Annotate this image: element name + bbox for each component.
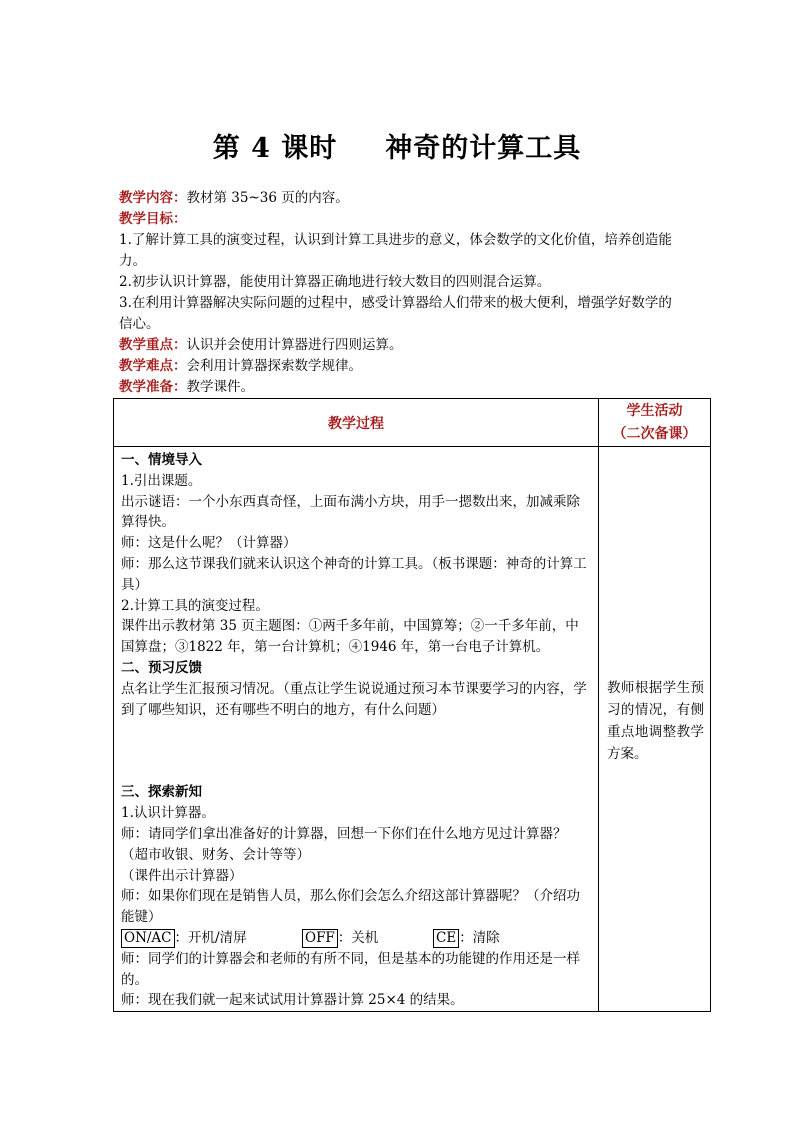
off-desc: ：关机 (337, 929, 379, 946)
off-key: OFF (302, 929, 338, 948)
key-text: 认识并会使用计算器进行四则运算。 (186, 337, 403, 353)
s1-line: 课件出示教材第 35 页主题图：①两千多年前，中国算筹；②一千多年前，中国算盘；③1822 年，第一台计算机；④1946 年，第一台电子计算机。 (121, 618, 579, 656)
s1-line: 师：这是什么呢？（计算器） (121, 535, 297, 552)
onac-key: ON/AC (121, 929, 175, 948)
s1-line: 1.引出课题。 (121, 472, 202, 489)
s3-line: 1.认识计算器。 (121, 805, 215, 822)
goals-label-line (119, 209, 679, 230)
key-label: 教学重点： (119, 337, 187, 353)
prep-line (119, 377, 679, 398)
content-text: 教材第 35~36 页的内容。 (186, 190, 349, 206)
header-student-line1: 学生活动 (626, 402, 683, 419)
s1-line: 出示谜语：一个小东西真奇怪，上面布满小方块，用手一摁数出来，加减乘除算得快。 (121, 493, 580, 531)
goal-3: 3.在利用计算器解决实际问题的过程中，感受计算器给人们带来的极大便利，增强学好数学的信心。 (119, 295, 672, 332)
key-point-line (119, 335, 679, 356)
s2-text: 点名让学生汇报预习情况。（重点让学生说说通过预习本节课要学习的内容，学到了哪些知识，还有哪些不明白的地方，有什么问题） (121, 680, 587, 718)
section-3-title: 三、探索新知 (121, 784, 202, 801)
s3-line: 师：请同学们拿出准备好的计算器，回想一下你们在什么地方见过计算器？（超市收银、财务、会计等等） (121, 825, 567, 863)
ce-key: CE (433, 929, 459, 948)
goal-1: 1.了解计算工具的演变过程，认识到计算工具进步的意义，体会数学的文化价值，培养创造能力。 (119, 232, 672, 269)
lesson-name: 神奇的计算工具 (385, 133, 582, 164)
student-activity-cell (599, 447, 711, 1012)
header-process: 教学过程 (114, 399, 599, 447)
content-label: 教学内容： (119, 190, 187, 206)
lesson-info (119, 188, 679, 398)
s3-line: （课件出示计算器） (121, 867, 243, 884)
ce-desc: ：清除 (459, 929, 500, 946)
goal-2: 2.初步认识计算器，能使用计算器正确地进行较大数目的四则混合运算。 (119, 274, 551, 290)
section-2-title: 二、预习反馈 (121, 659, 202, 676)
content-line (119, 188, 679, 209)
side-note: 教师根据学生预习的情况，有侧重点地调整教学方案。 (607, 680, 704, 762)
s1-line: 2.计算工具的演变过程。 (121, 597, 269, 614)
difficulty-line (119, 356, 679, 377)
difficulty-text: 会利用计算器探索数学规律。 (186, 358, 362, 374)
prep-text: 教学课件。 (186, 379, 254, 395)
s3-line: 师：如果你们现在是销售人员，那么你们会怎么介绍这部计算器呢？（介绍功能键） (121, 888, 580, 926)
prep-label: 教学准备： (119, 379, 187, 395)
onac-desc: ：开机/清屏 (174, 929, 247, 946)
key-item-off (302, 928, 433, 949)
key-item-ce (433, 928, 500, 949)
difficulty-label: 教学难点： (119, 358, 187, 374)
s3b-line: 师：同学们的计算器会和老师的有所不同，但是基本的功能键的作用还是一样的。 (121, 950, 580, 988)
s1-line: 师：那么这节课我们就来认识这个神奇的计算工具。（板书课题：神奇的计算工具） (121, 555, 587, 593)
lesson-title (0, 126, 794, 165)
section-1-title: 一、情境导入 (121, 452, 202, 468)
calculator-keys-row (121, 928, 592, 949)
lesson-number: 第 4 课时 (212, 133, 338, 164)
goals-label: 教学目标： (119, 211, 187, 227)
header-student (599, 399, 711, 447)
key-item-onac (121, 928, 302, 949)
teaching-process-table (113, 398, 711, 1012)
process-cell (114, 447, 599, 1012)
header-student-line2: （二次备课） (612, 425, 697, 442)
s3b-line: 师：现在我们就一起来试试用计算器计算 25×4 的结果。 (121, 992, 464, 1009)
